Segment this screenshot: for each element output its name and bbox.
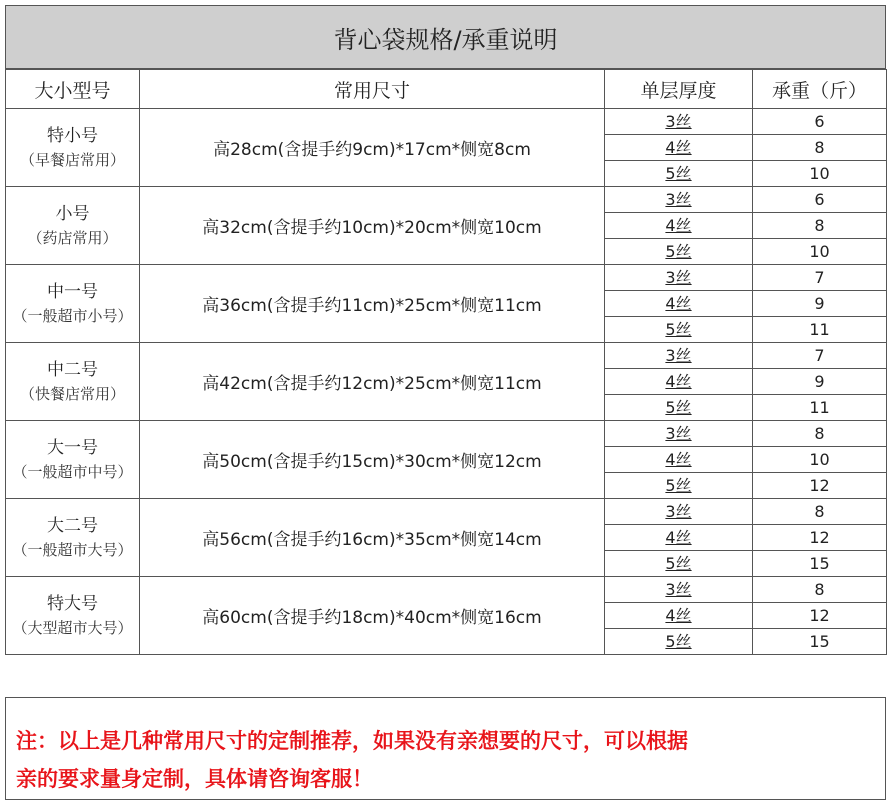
model-cell — [6, 343, 140, 421]
header-size: 常用尺寸 — [140, 70, 605, 109]
load-cell: 6 — [753, 187, 887, 213]
thickness-cell: 4丝 — [605, 447, 753, 473]
load-cell: 8 — [753, 135, 887, 161]
table-row — [6, 343, 887, 369]
model-name: 小号 — [55, 203, 90, 224]
load-cell: 9 — [753, 291, 887, 317]
table-row — [6, 109, 887, 135]
load-cell: 6 — [753, 109, 887, 135]
load-cell: 15 — [753, 551, 887, 577]
spec-table — [5, 69, 887, 655]
header-load: 承重（斤） — [753, 70, 887, 109]
thickness-cell: 5丝 — [605, 395, 753, 421]
thickness-cell: 5丝 — [605, 161, 753, 187]
load-cell: 12 — [753, 603, 887, 629]
thickness-cell: 3丝 — [605, 343, 753, 369]
model-name: 中一号 — [47, 281, 98, 302]
thickness-cell: 4丝 — [605, 525, 753, 551]
load-cell: 11 — [753, 317, 887, 343]
model-note: （一般超市大号） — [12, 540, 133, 559]
model-cell — [6, 109, 140, 187]
load-cell: 12 — [753, 525, 887, 551]
model-name: 大二号 — [47, 515, 98, 536]
notice-box — [5, 697, 886, 800]
header-model: 大小型号 — [6, 70, 140, 109]
table-row — [6, 577, 887, 603]
model-note: （药店常用） — [27, 228, 118, 247]
thickness-cell: 5丝 — [605, 629, 753, 655]
size-cell: 高60cm(含提手约18cm)*40cm*侧宽16cm — [140, 577, 605, 655]
size-cell: 高32cm(含提手约10cm)*20cm*侧宽10cm — [140, 187, 605, 265]
table-header-row — [6, 70, 887, 109]
load-cell: 7 — [753, 265, 887, 291]
model-cell — [6, 577, 140, 655]
size-cell: 高50cm(含提手约15cm)*30cm*侧宽12cm — [140, 421, 605, 499]
load-cell: 11 — [753, 395, 887, 421]
thickness-cell: 4丝 — [605, 369, 753, 395]
load-cell: 12 — [753, 473, 887, 499]
load-cell: 10 — [753, 161, 887, 187]
table-row — [6, 499, 887, 525]
thickness-cell: 4丝 — [605, 213, 753, 239]
model-note: （快餐店常用） — [19, 384, 125, 403]
model-name: 特大号 — [47, 593, 98, 614]
model-cell — [6, 187, 140, 265]
size-cell: 高28cm(含提手约9cm)*17cm*侧宽8cm — [140, 109, 605, 187]
thickness-cell: 5丝 — [605, 473, 753, 499]
load-cell: 8 — [753, 213, 887, 239]
thickness-cell: 3丝 — [605, 109, 753, 135]
table-row — [6, 187, 887, 213]
load-cell: 8 — [753, 421, 887, 447]
load-cell: 8 — [753, 577, 887, 603]
model-note: （早餐店常用） — [19, 150, 125, 169]
load-cell: 7 — [753, 343, 887, 369]
size-cell: 高56cm(含提手约16cm)*35cm*侧宽14cm — [140, 499, 605, 577]
notice-line-1: 注：以上是几种常用尺寸的定制推荐，如果没有亲想要的尺寸，可以根据 — [16, 729, 688, 753]
thickness-cell: 4丝 — [605, 291, 753, 317]
model-note: （一般超市小号） — [12, 306, 133, 325]
thickness-cell: 4丝 — [605, 603, 753, 629]
table-row — [6, 421, 887, 447]
thickness-cell: 5丝 — [605, 317, 753, 343]
thickness-cell: 3丝 — [605, 421, 753, 447]
thickness-cell: 3丝 — [605, 187, 753, 213]
thickness-cell: 3丝 — [605, 265, 753, 291]
model-cell — [6, 421, 140, 499]
load-cell: 10 — [753, 447, 887, 473]
notice-line-2: 亲的要求量身定制，具体请咨询客服！ — [16, 767, 373, 791]
model-cell — [6, 499, 140, 577]
thickness-cell: 4丝 — [605, 135, 753, 161]
spec-sheet — [5, 5, 887, 800]
model-name: 特小号 — [47, 125, 98, 146]
table-row — [6, 265, 887, 291]
load-cell: 10 — [753, 239, 887, 265]
model-name: 大一号 — [47, 437, 98, 458]
thickness-cell: 3丝 — [605, 499, 753, 525]
model-note: （一般超市中号） — [12, 462, 133, 481]
model-cell — [6, 265, 140, 343]
model-note: （大型超市大号） — [12, 618, 133, 637]
load-cell: 9 — [753, 369, 887, 395]
size-cell: 高36cm(含提手约11cm)*25cm*侧宽11cm — [140, 265, 605, 343]
thickness-cell: 5丝 — [605, 551, 753, 577]
load-cell: 15 — [753, 629, 887, 655]
thickness-cell: 5丝 — [605, 239, 753, 265]
header-thickness: 单层厚度 — [605, 70, 753, 109]
size-cell: 高42cm(含提手约12cm)*25cm*侧宽11cm — [140, 343, 605, 421]
load-cell: 8 — [753, 499, 887, 525]
model-name: 中二号 — [47, 359, 98, 380]
page-title: 背心袋规格/承重说明 — [5, 5, 886, 69]
thickness-cell: 3丝 — [605, 577, 753, 603]
spec-table-body — [6, 109, 887, 655]
